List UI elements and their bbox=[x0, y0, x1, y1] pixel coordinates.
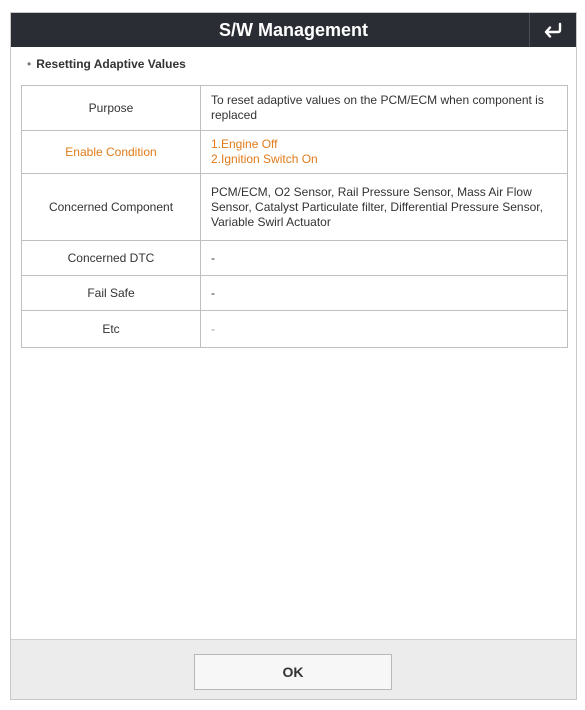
bullet-icon: • bbox=[27, 57, 32, 71]
table-row-concerned-dtc bbox=[22, 241, 568, 276]
row-label: Concerned DTC bbox=[22, 241, 201, 276]
row-value: To reset adaptive values on the PCM/ECM when component is replaced bbox=[201, 86, 568, 131]
row-value bbox=[201, 131, 568, 174]
row-value: - bbox=[201, 311, 568, 348]
table-row-enable-condition bbox=[22, 131, 568, 174]
back-button[interactable] bbox=[529, 13, 576, 47]
row-label: Purpose bbox=[22, 86, 201, 131]
ok-button[interactable]: OK bbox=[194, 654, 392, 690]
footer-bar bbox=[11, 639, 576, 699]
table-row-etc bbox=[22, 311, 568, 348]
condition-line: 2.Ignition Switch On bbox=[211, 152, 318, 166]
page-title: S/W Management bbox=[218, 20, 369, 40]
dialog-window bbox=[10, 12, 577, 700]
row-label: Concerned Component bbox=[22, 174, 201, 241]
row-label: Enable Condition bbox=[22, 131, 201, 174]
table-row-purpose bbox=[22, 86, 568, 131]
table-row-fail-safe bbox=[22, 276, 568, 311]
return-arrow-icon bbox=[543, 22, 563, 38]
section-heading-text: Resetting Adaptive Values bbox=[36, 57, 186, 71]
row-label: Etc bbox=[22, 311, 201, 348]
title-bar bbox=[11, 13, 576, 47]
row-value: - bbox=[201, 276, 568, 311]
info-table bbox=[21, 85, 568, 348]
section-heading bbox=[27, 57, 186, 71]
row-label: Fail Safe bbox=[22, 276, 201, 311]
condition-line: 1.Engine Off bbox=[211, 137, 278, 151]
row-value: - bbox=[201, 241, 568, 276]
row-value: PCM/ECM, O2 Sensor, Rail Pressure Sensor, Mass Air Flow Sensor, Catalyst Particulate filter, Differential Pressure Sensor, Variable Swirl Actuator bbox=[201, 174, 568, 241]
table-row-concerned-component bbox=[22, 174, 568, 241]
